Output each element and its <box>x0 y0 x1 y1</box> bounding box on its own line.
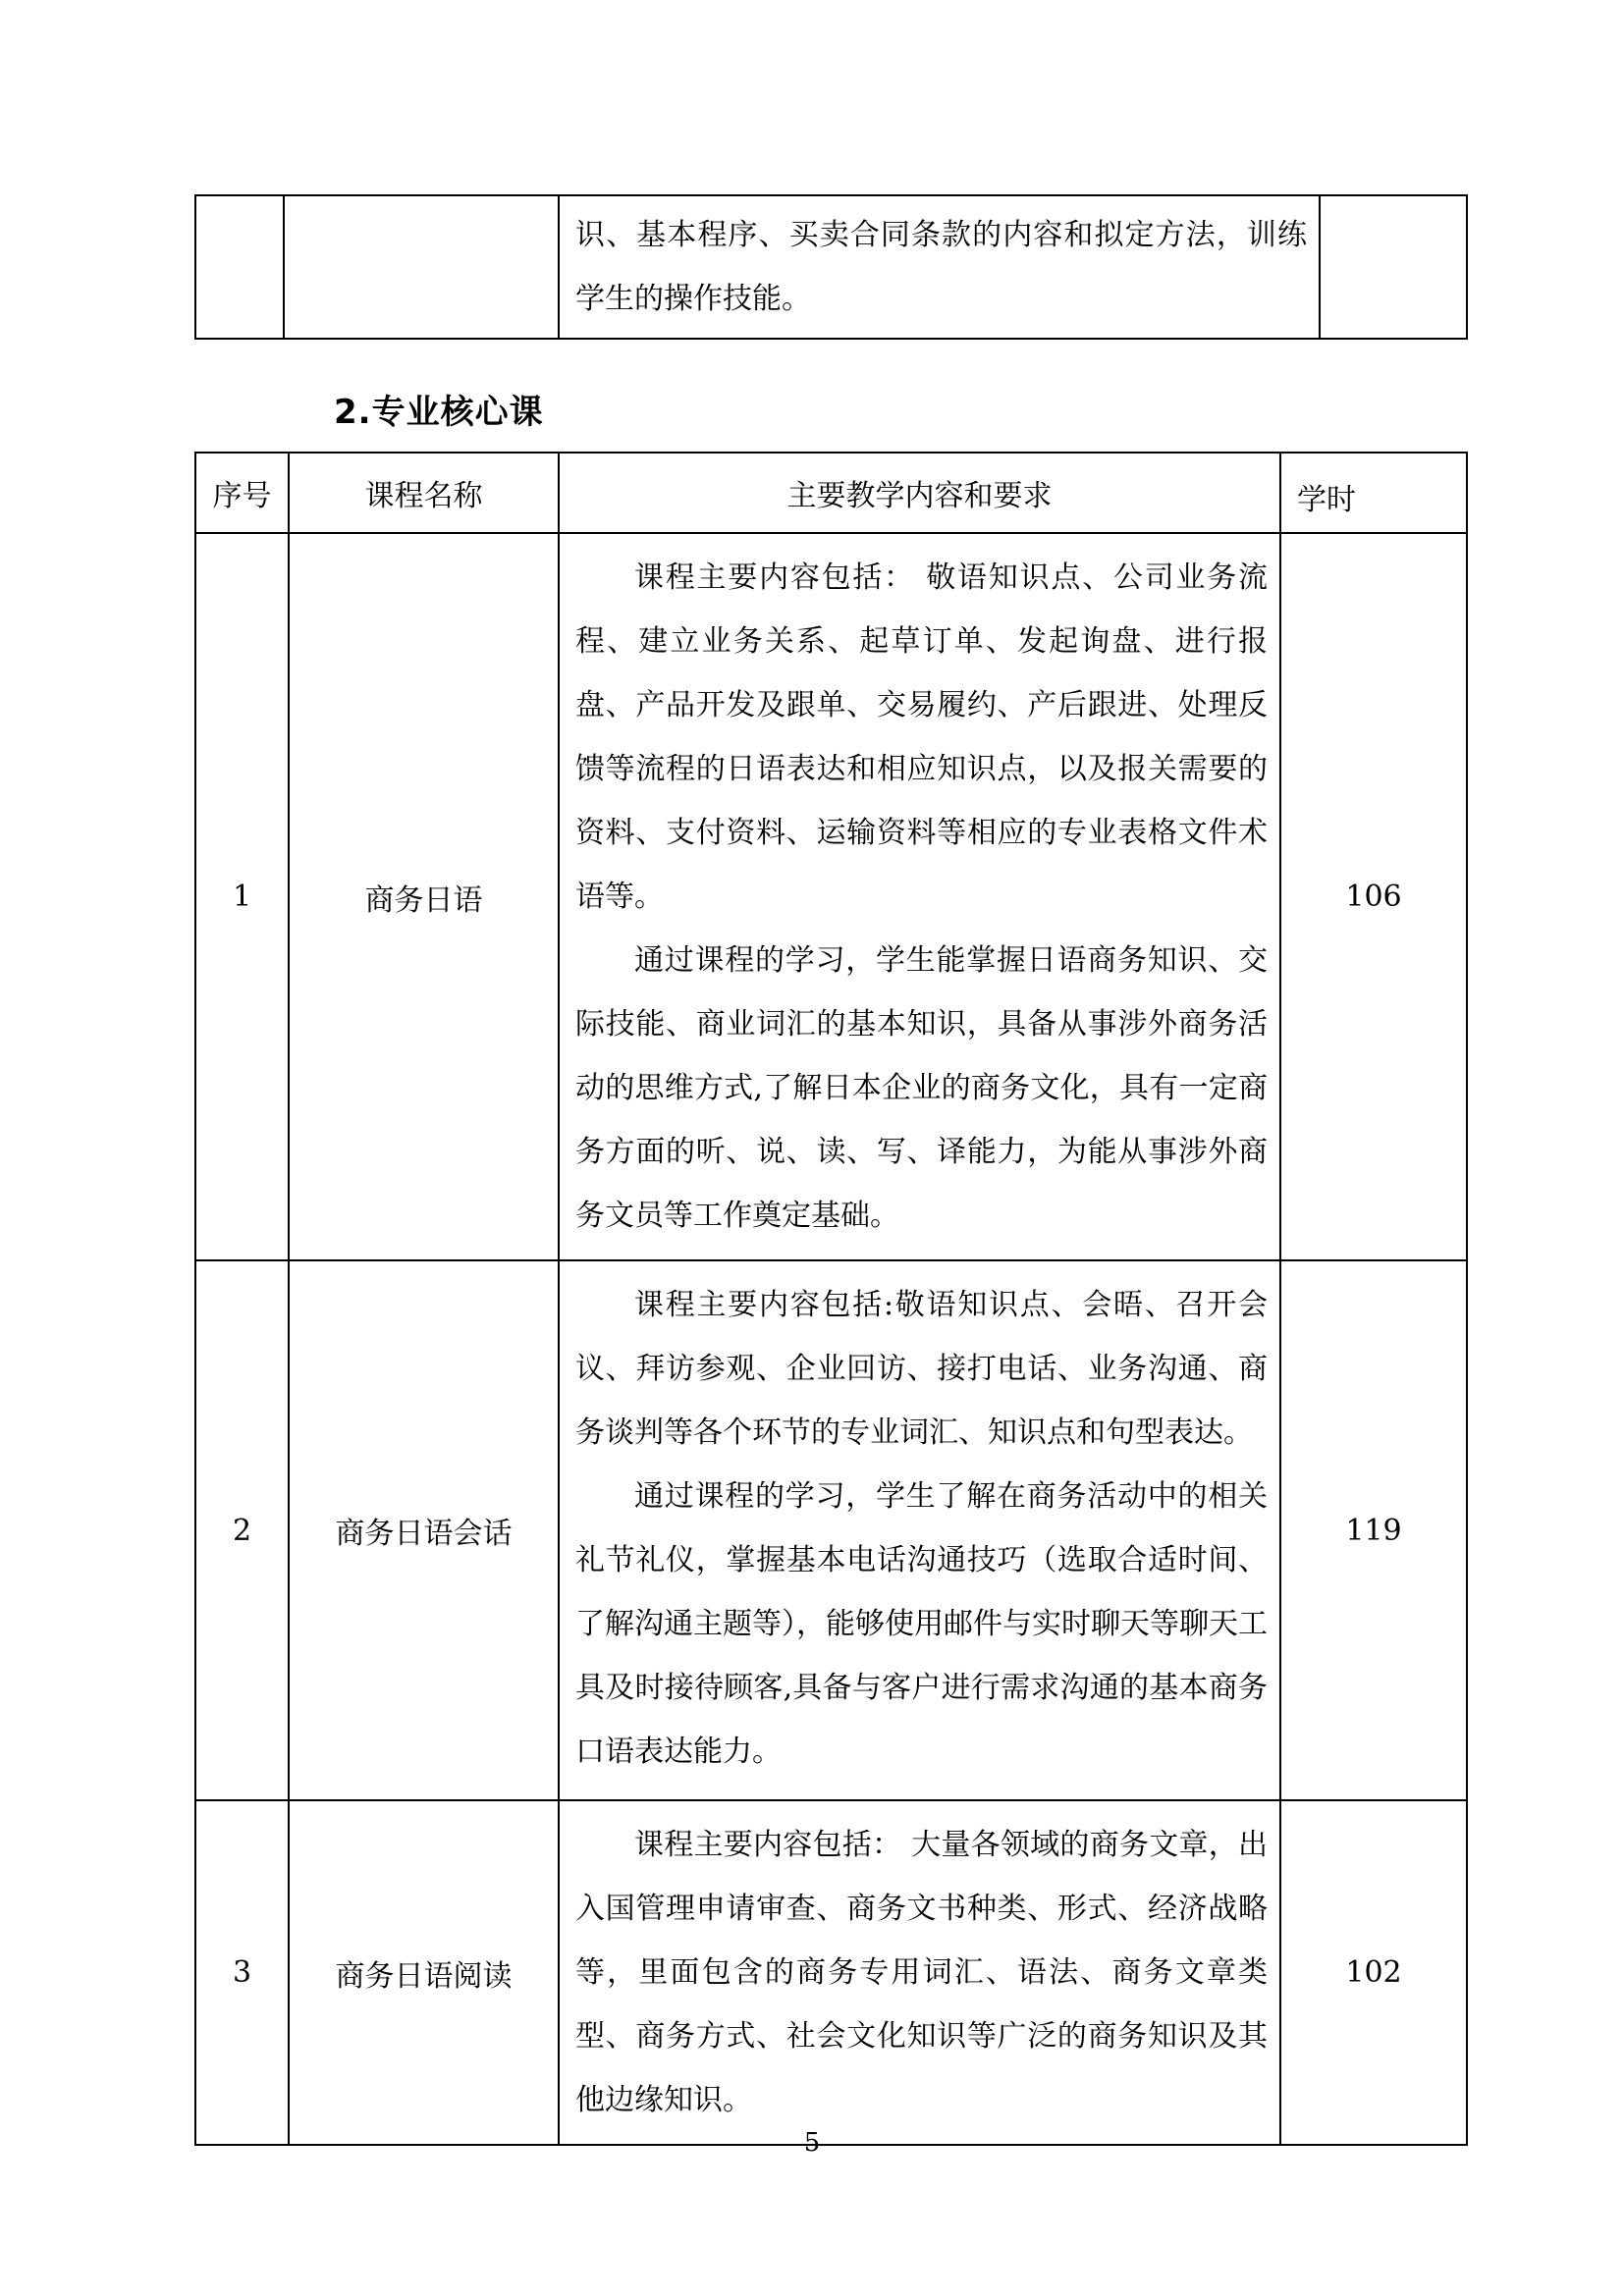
content-cell: 识、基本程序、买卖合同条款的内容和拟定方法，训练学生的操作技能。 <box>559 195 1320 339</box>
header-course-name: 课程名称 <box>289 453 559 533</box>
row-hours: 119 <box>1280 1260 1467 1800</box>
hours-cell <box>1320 195 1467 339</box>
content-paragraph: 课程主要内容包括:敬语知识点、会晤、召开会议、拜访参观、企业回访、接打电话、业务沟通、商务谈判等各个环节的专业词汇、知识点和句型表达。 <box>575 1288 1268 1450</box>
header-content: 主要教学内容和要求 <box>559 453 1280 533</box>
header-index: 序号 <box>195 453 289 533</box>
row-content <box>559 533 1280 1260</box>
content-paragraph: 课程主要内容包括： 大量各领域的商务文章，出入国管理申请审查、商务文书种类、形式、经济战略等，里面包含的商务专用词汇、语法、商务文章类型、商务方式、社会文化知识等广泛的商务知识及其他边缘知识。 <box>575 1828 1268 2117</box>
course-name-cell <box>284 195 559 339</box>
core-course-table <box>194 452 1468 2146</box>
row-hours: 106 <box>1280 533 1467 1260</box>
table-row <box>195 195 1467 339</box>
section-heading: 2.专业核心课 <box>334 393 544 432</box>
index-cell <box>195 195 284 339</box>
content-paragraph: 通过课程的学习，学生了解在商务活动中的相关礼节礼仪，掌握基本电话沟通技巧（选取合适时间、了解沟通主题等），能够使用邮件与实时聊天等聊天工具及时接待顾客,具备与客户进行需求沟通的基本商务口语表达能力。 <box>575 1479 1268 1769</box>
table-row <box>195 1800 1467 2145</box>
row-index: 3 <box>195 1800 289 2145</box>
header-hours: 学时 <box>1280 453 1467 533</box>
row-course-name: 商务日语阅读 <box>289 1800 559 2145</box>
row-index: 1 <box>195 533 289 1260</box>
page-number: 5 <box>803 2128 821 2158</box>
row-course-name: 商务日语会话 <box>289 1260 559 1800</box>
table-row <box>195 533 1467 1260</box>
row-course-name: 商务日语 <box>289 533 559 1260</box>
row-content <box>559 1800 1280 2145</box>
table-row <box>195 1260 1467 1800</box>
row-content <box>559 1260 1280 1800</box>
table-header-row <box>195 453 1467 533</box>
continued-course-table <box>194 194 1468 340</box>
row-index: 2 <box>195 1260 289 1800</box>
content-paragraph: 通过课程的学习，学生能掌握日语商务知识、交际技能、商业词汇的基本知识，具备从事涉外商务活动的思维方式,了解日本企业的商务文化，具有一定商务方面的听、说、读、写、译能力，为能从事涉外商务文员等工作奠定基础。 <box>575 943 1268 1233</box>
row-hours: 102 <box>1280 1800 1467 2145</box>
content-paragraph: 课程主要内容包括： 敬语知识点、公司业务流程、建立业务关系、起草订单、发起询盘、进行报盘、产品开发及跟单、交易履约、产后跟进、处理反馈等流程的日语表达和相应知识点，以及报关需要的资料、支付资料、运输资料等相应的专业表格文件术语等。 <box>575 561 1268 914</box>
